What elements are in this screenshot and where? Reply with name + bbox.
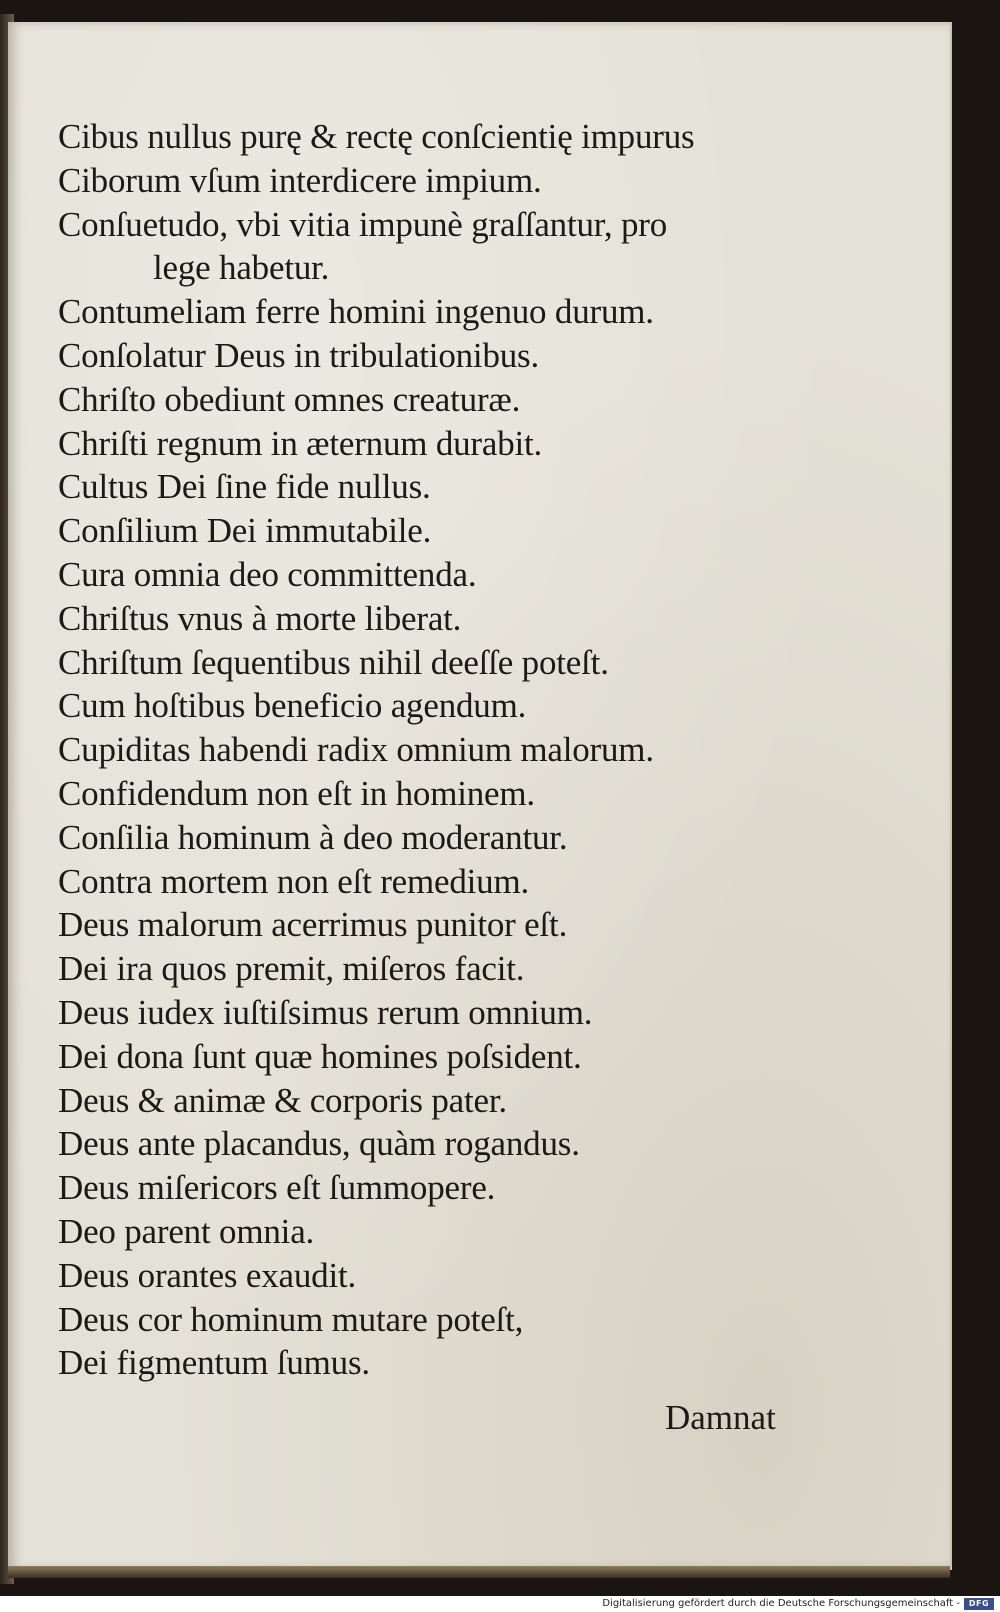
- text-line: Deus iudex iuſtiſsimus rerum omnium.: [58, 992, 593, 1032]
- text-line: Conſilium Dei immutabile.: [58, 511, 432, 551]
- text-line: Confidendum non eſt in hominem.: [58, 773, 535, 813]
- text-line: Dei ira quos premit, miſeros facit.: [58, 949, 525, 989]
- catchword: Damnat: [665, 1398, 776, 1437]
- text-line: Cibus nullus purę & rectę conſcientię impurus: [58, 117, 695, 156]
- text-line: Dei figmentum ſumus.: [58, 1343, 370, 1383]
- text-line: Cultus Dei ſine fide nullus.: [58, 467, 431, 507]
- text-line: Cura omnia deo committenda.: [58, 554, 477, 594]
- text-line: Deus & animæ & corporis pater.: [58, 1080, 507, 1120]
- funding-credit: Digitalisierung gefördert durch die Deutsche Forschungsgemeinschaft -: [602, 1598, 960, 1609]
- text-line: Cupiditas habendi radix omnium malorum.: [58, 730, 654, 770]
- text-line: Chriſtum ſequentibus nihil deeſſe poteſt.: [58, 642, 609, 682]
- page-bottom-edge: [8, 1566, 950, 1578]
- text-line: Conſilia hominum à deo moderantur.: [58, 817, 568, 857]
- text-line: Deus cor hominum mutare poteſt,: [58, 1299, 524, 1339]
- text-line: Deus miſericors eſt ſummopere.: [58, 1168, 496, 1208]
- text-line: Conſuetudo, vbi vitia impunè graſſantur, pro: [58, 204, 667, 244]
- text-line: Ciborum vſum interdicere impium.: [58, 160, 542, 200]
- text-line: Chriſto obediunt omnes creaturæ.: [58, 379, 521, 419]
- text-line: Cum hoſtibus beneficio agendum.: [58, 686, 527, 726]
- text-line: Deo parent omnia.: [58, 1211, 315, 1251]
- text-line-continuation: lege habetur.: [153, 248, 330, 288]
- text-line: Deus malorum acerrimus punitor eſt.: [58, 905, 568, 945]
- text-line: Contumeliam ferre homini ingenuo durum.: [58, 292, 654, 332]
- text-line: Chriſti regnum in æternum durabit.: [58, 423, 543, 463]
- text-line: Conſolatur Deus in tribulationibus.: [58, 335, 540, 375]
- text-line: Contra mortem non eſt remedium.: [58, 861, 530, 901]
- dfg-logo: DFG: [964, 1598, 994, 1610]
- text-line: Chriſtus vnus à morte liberat.: [58, 598, 462, 638]
- text-line: Deus ante placandus, quàm rogandus.: [58, 1124, 580, 1164]
- proverb-list: [58, 115, 878, 1385]
- text-line: Dei dona ſunt quæ homines poſsident.: [58, 1036, 582, 1076]
- text-line: Deus orantes exaudit.: [58, 1255, 357, 1295]
